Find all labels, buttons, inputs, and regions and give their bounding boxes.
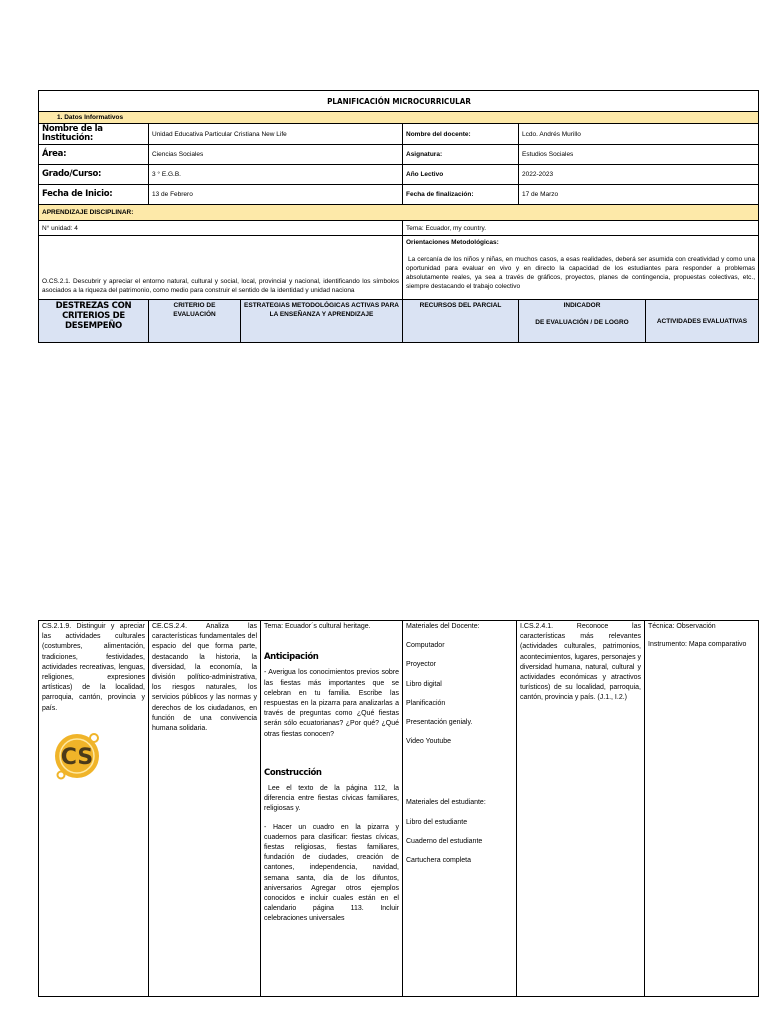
col-criterio: CRITERIO DE EVALUACIÓN (149, 300, 241, 343)
recursos-cell (403, 621, 517, 997)
planning-body-table (38, 620, 759, 997)
cs-logo-icon (50, 728, 104, 782)
recurso-docente-6: Video Youtube (406, 738, 452, 746)
inicio-value: 13 de Febrero (149, 185, 403, 205)
asignatura-value: Estudios Sociales (519, 145, 759, 165)
aprendizaje-disciplinar: APRENDIZAJE DISCIPLINAR: (39, 205, 759, 221)
construccion-text-2: - Hacer un cuadro en la pizarra y cuadernos para clasificar: fiestas cívicas, fiestas religiosas, fiestas familiares, fundación de ciudades, creación de cantones, independencia, navidad, semana santa, día de los difuntos, aniversarios Agregar otros ejemplos conocidos e incluir cuales están en el calendario página 113. Incluir celebraciones universales (264, 823, 399, 923)
fin-value: 17 de Marzo (519, 185, 759, 205)
col-estrategias: ESTRATEGIAS METODOLÓGICAS ACTIVAS PARA LA ENSEÑANZA Y APRENDIZAJE (241, 300, 403, 343)
unidad-number: N° unidad: 4 (39, 221, 403, 236)
anio-value: 2022-2023 (519, 165, 759, 185)
section-datos-informativos: 1. Datos Informativos (39, 112, 759, 124)
indicador-cell (517, 621, 645, 997)
recurso-docente-2: Proyector (406, 661, 436, 669)
recurso-docente-1: Computador (406, 642, 445, 650)
anio-label: Año Lectivo (403, 165, 519, 185)
recurso-estudiante-3: Cartuchera completa (406, 857, 471, 865)
area-value: Ciencias Sociales (149, 145, 403, 165)
recurso-docente-4: Planificación (406, 699, 446, 707)
recurso-estudiante-1: Libro del estudiante (406, 818, 468, 826)
orientaciones-cell (403, 236, 759, 300)
objetivo-text: O.CS.2.1. Descubrir y apreciar el entorno natural, cultural y social, local, provincial y nacional, identificando los símbolos asociados a la riqueza del patrimonio, como medio para construir el sentido de la identidad y unidad naciona (39, 236, 403, 300)
tecnica-text: Técnica: Observación (648, 623, 716, 630)
orientaciones-text: La cercanía de los niños y niñas, en muchos casos, a esas realidades, deberá ser asumida con creatividad y como una oportunidad para evaluar en vivo y en directo la capacidad de los estudiantes para responder a problemas absolutamente reales, ya sea a través de gráficos, proyectos, planes de contingencia, propuestas colectivas, etc., siempre destacando el trabajo colectivo (406, 256, 756, 290)
criterio-text: CE.CS.2.4. Analiza las características fundamentales del espacio del que forma parte, destacando la historia, la diversidad, la economía, la división político-administrativa, los riesgos naturales, los servicios públicos y las normas y derechos de los ciudadanos, en función de una convivencia humana solidaria. (152, 623, 257, 733)
recurso-estudiante-2: Cuaderno del estudiante (406, 837, 483, 845)
docente-label: Nombre del docente: (403, 124, 519, 145)
construccion-text-1: Lee el texto de la página 112, la diferencia entre fiestas cívicas familiares, religiosas y. (264, 785, 399, 813)
recursos-docente-title: Materiales del Docente: (406, 623, 480, 630)
asignatura-label: Asignatura: (403, 145, 519, 165)
area-label: Área: (39, 145, 149, 165)
grado-value: 3 ° E.G.B. (149, 165, 403, 185)
cs-logo-text: CS (60, 744, 94, 770)
col-recursos: RECURSOS DEL PARCIAL (403, 300, 519, 343)
docente-value: Lcdo. Andrés Murillo (519, 124, 759, 145)
page-title: PLANIFICACIÓN MICROCURRICULAR (75, 91, 723, 112)
grado-label: Grado/Curso: (39, 165, 149, 185)
estrategias-cell (261, 621, 403, 997)
col-destrezas: DESTREZAS CON CRITERIOS DE DESEMPEÑO (39, 300, 149, 343)
construccion-heading: Construcción (264, 767, 322, 778)
inicio-label: Fecha de Inicio: (39, 185, 149, 205)
recurso-docente-3: Libro digital (406, 680, 442, 688)
col-indicador-line1: INDICADOR (563, 302, 601, 309)
planning-header-table (38, 90, 759, 343)
indicador-text: I.CS.2.4.1. Reconoce las características más relevantes (actividades culturales, patrimonios, acontecimientos, lugares, personajes y diversidad humana, natural, cultural y actividades económicas y atractivos turísticos) de su localidad, parroquia, cantón, provincia y país. (J.1., I.2.) (520, 623, 642, 702)
instrumento-text: Instrumento: Mapa comparativo (648, 641, 747, 649)
unidad-tema: Tema: Ecuador, my country. (403, 221, 759, 236)
col-indicador-line2: DE EVALUACIÓN / DE LOGRO (535, 319, 629, 326)
anticipacion-heading: Anticipación (264, 652, 319, 663)
institucion-value: Unidad Educativa Particular Cristiana New Life (149, 124, 403, 145)
criterio-cell (149, 621, 261, 997)
recurso-docente-5: Presentación genialy. (406, 719, 473, 727)
destreza-text: CS.2.1.9. Distinguir y apreciar las actividades culturales (costumbres, alimentación, tradiciones, festividades, actividades recreativas, lenguas, religiones, expresiones artísticas) de la localidad, parroquia, cantón, provincia y país. (42, 623, 145, 712)
destreza-cell (39, 621, 149, 997)
recursos-estudiante-title: Materiales del estudiante: (406, 799, 486, 807)
anticipacion-text: - Averigua los conocimientos previos sobre las fiestas más importantes que se celebran en tu familia. Escribe las respuestas en la pizarra para analizarlas a través de preguntas como ¿Qué fiestas serán sólo ecuatorianas? ¿Por qué? ¿Qué otras fiestas conocen? (264, 669, 399, 738)
estrategias-tema: Tema: Ecuador´s cultural heritage. (264, 623, 371, 630)
col-actividades: ACTIVIDADES EVALUATIVAS (646, 300, 759, 343)
actividades-cell (645, 621, 759, 997)
fin-label: Fecha de finalización: (403, 185, 519, 205)
institucion-label: Nombre de la Institución: (39, 124, 149, 145)
orientaciones-label: Orientaciones Metodológicas: (406, 239, 499, 246)
col-indicador (519, 300, 646, 343)
